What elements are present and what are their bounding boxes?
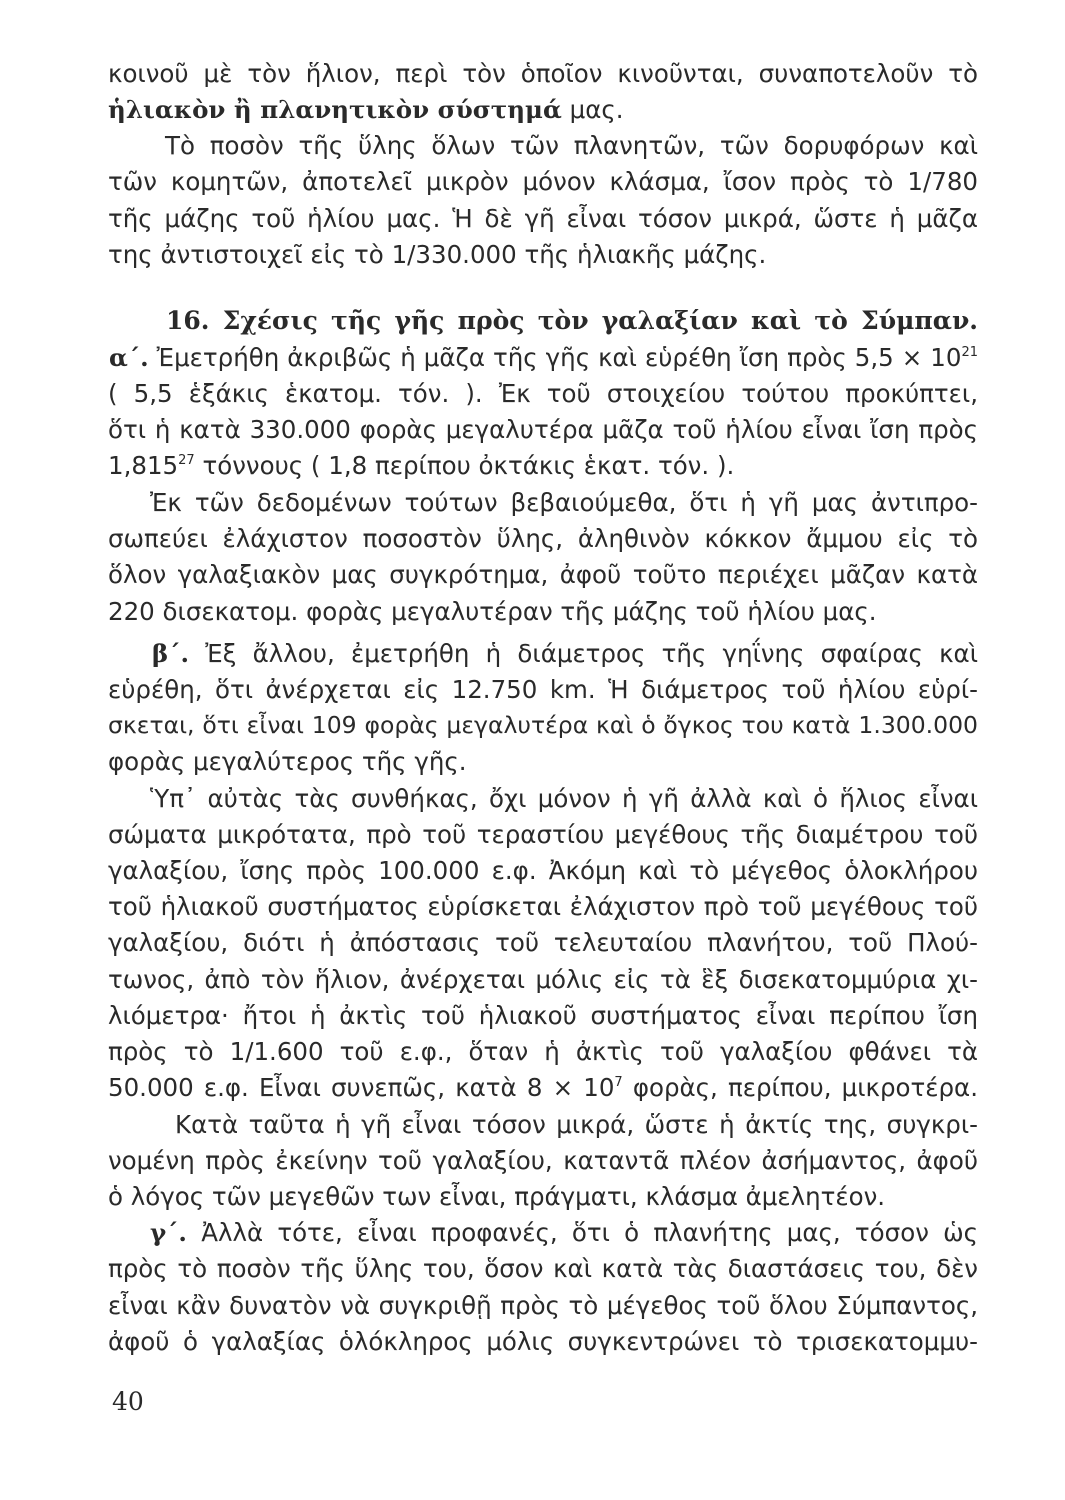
page-number: 40 [112,1387,144,1416]
paragraph-start: Ἐκ τῶν δεδομένων τούτων βεβαιούμεθα, ὅτι ἡ γῆ μας ἀντιπρο- [150,488,978,517]
bold-term: ἡλιακὸν ἢ πλανητικὸν σύστημά [108,95,562,124]
text-line: εὑρέθη, ὅτι ἀνέρχεται εἰς 12.750 km. Ἡ διάμετρος τοῦ ἡλίου εὑρί- [108,675,978,704]
text-line: τῆς μάζης τοῦ ἡλίου μας. Ἡ δὲ γῆ εἶναι τόσον μικρά, ὥστε ἡ μᾶζα [108,204,978,233]
paragraph-start: α΄. Ἐμετρήθη ἀκριβῶς ἡ μᾶζα τῆς γῆς καὶ εὑρέθη ἴση πρὸς $5,5 \times 10^{21}$ [109,343,978,372]
text-line: εἶναι κἂν δυνατὸν νὰ συγκριθῇ πρὸς τὸ μέγεθος τοῦ ὅλου Σύμπαντος, [108,1291,978,1320]
paragraph-start: Ὑπ᾿ αὐτὰς τὰς συνθήκας, ὄχι μόνον ἡ γῆ ἀλλὰ καὶ ὁ ἥλιος εἶναι [150,784,978,813]
paragraph-start: Κατὰ ταῦτα ἡ γῆ εἶναι τόσον μικρά, ὥστε ἡ ἀκτίς της, συγκρι- [175,1110,978,1139]
text-line: γαλαξίου, ἴσης πρὸς 100.000 ε.φ. Ἀκόμη καὶ τὸ μέγεθος ὁλοκλήρου [108,856,978,885]
text-line: 220 δισεκατομ. φορὰς μεγαλυτέραν τῆς μάζης τοῦ ἡλίου μας. [108,597,877,626]
text-line: ( 5,5 ἑξάκις ἑκατομ. τόν. ). Ἐκ τοῦ στοιχείου τούτου προκύπτει, [108,379,978,408]
item-marker: α΄. [109,343,149,372]
text-line: κοινοῦ μὲ τὸν ἥλιον, περὶ τὸν ὁποῖον κινοῦνται, συναποτελοῦν τὸ [108,59,978,88]
text-line: τοῦ ἡλιακοῦ συστήματος εὑρίσκεται ἐλάχιστον πρὸ τοῦ μεγέθους τοῦ [108,892,978,921]
text-line: νομένη πρὸς ἐκείνην τοῦ γαλαξίου, καταντᾶ πλέον ἀσήμαντος, ἀφοῦ [108,1146,978,1175]
text-line: γαλαξίου, διότι ἡ ἀπόστασις τοῦ τελευταίου πλανήτου, τοῦ Πλού- [108,928,978,957]
text-line: ὁ λόγος τῶν μεγεθῶν των εἶναι, πράγματι, κλάσμα ἀμελητέον. [108,1182,886,1211]
text-line: ἡλιακὸν ἢ πλανητικὸν σύστημά μας. [108,95,624,124]
paragraph-start: γ΄. Ἀλλὰ τότε, εἶναι προφανές, ὅτι ὁ πλανήτης μας, τόσον ὡς [150,1218,978,1247]
text-line: πρὸς τὸ ποσὸν τῆς ὕλης του, ὅσον καὶ κατὰ τὰς διαστάσεις του, δὲν [108,1254,978,1283]
exponent: 7 [614,1075,623,1090]
item-marker: γ΄. [150,1218,187,1247]
text-line: ἀφοῦ ὁ γαλαξίας ὁλόκληρος μόλις συγκεντρώνει τὸ τρισεκατομμυ- [108,1327,978,1356]
text-line: ὅλον γαλαξιακὸν μας συγκρότημα, ἀφοῦ τοῦτο περιέχει μᾶζαν κατὰ [108,560,978,589]
text-line: 50.000 ε.φ. Εἶναι συνεπῶς, κατὰ $8 \times 10^7$ φορὰς, περίπου, μικροτέρα. [108,1073,978,1102]
paragraph-start: β΄. Ἐξ ἄλλου, ἐμετρήθη ἡ διάμετρος τῆς γηΐνης σφαίρας καὶ [152,639,978,668]
text-line: τῶν κομητῶν, ἀποτελεῖ μικρὸν μόνον κλάσμα, ἴσον πρὸς τὸ 1/780 [108,167,978,196]
text-line: σώματα μικρότατα, πρὸ τοῦ τεραστίου μεγέθους τῆς διαμέτρου τοῦ [108,820,978,849]
text-line: τωνος, ἀπὸ τὸν ἥλιον, ἀνέρχεται μόλις εἰς τὰ ἓξ δισεκατομμύρια χι- [108,965,978,994]
section-heading: 16. Σχέσις τῆς γῆς πρὸς τὸν γαλαξίαν καὶ τὸ Σύμπαν. [166,306,978,335]
text-line: πρὸς τὸ 1/1.600 τοῦ ε.φ., ὅταν ἡ ἀκτὶς τοῦ γαλαξίου φθάνει τὰ [108,1037,978,1066]
text-line: 1,815$^{27}$ τόννους ( 1,8 περίπου ὀκτάκις ἑκατ. τόν. ). [108,451,735,480]
text-line: φορὰς μεγαλύτερος τῆς γῆς. [108,747,467,776]
text-line: σωπεύει ἐλάχιστον ποσοστὸν ὕλης, ἀληθινὸν κόκκον ἄμμου εἰς τὸ [108,524,978,553]
exponent: 21 [961,345,978,360]
paragraph-start: Τὸ ποσὸν τῆς ὕλης ὅλων τῶν πλανητῶν, τῶν δορυφόρων καὶ [165,131,978,160]
exponent: 27 [178,453,195,468]
item-marker: β΄. [152,639,190,668]
text-line: σκεται, ὅτι εἶναι 109 φορὰς μεγαλυτέρα καὶ ὁ ὄγκος του κατὰ 1.300.000 [108,711,978,739]
text-line: της ἀντιστοιχεῖ εἰς τὸ 1/330.000 τῆς ἡλιακῆς μάζης. [108,240,767,269]
text-line: ὅτι ἡ κατὰ 330.000 φορὰς μεγαλυτέρα μᾶζα τοῦ ἡλίου εἶναι ἴση πρὸς [108,415,978,444]
text-line: λιόμετρα· ἤτοι ἡ ἀκτὶς τοῦ ἡλιακοῦ συστήματος εἶναι περίπου ἴση [108,1001,978,1030]
